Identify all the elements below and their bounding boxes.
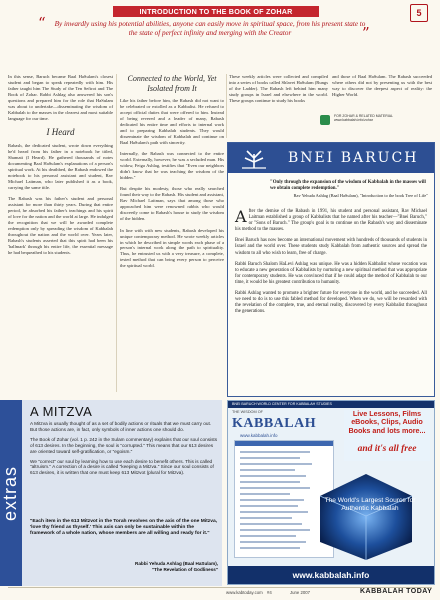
- ad-website-line: [240, 481, 300, 483]
- col3-paragraph: These weekly articles were collected and compiled into a series of books called Shlavei HaSulam (Rungs of the Ladder). The Rabash left behind him many study groups in Israel and elsewhere in the world. These groups continue to study his books: [229, 74, 328, 103]
- ad-logo-tagline: THE WISDOM OF: [232, 410, 264, 414]
- close-quote-mark: ”: [362, 24, 370, 42]
- ad-website-line: [240, 487, 310, 489]
- bnei-quote: "Only through the expansion of the wisdom of Kabbalah in the masses will we obtain complete redemption.": [270, 180, 426, 192]
- column-3: [229, 74, 328, 109]
- ad-largest-source: The World's Largest Source for Authentic Kabbalah: [324, 497, 416, 512]
- ad-logo-url[interactable]: www.kabbalah.info: [240, 433, 278, 438]
- page-number: 5: [410, 4, 428, 22]
- ad-website-titlebar: [235, 441, 333, 446]
- mitzva-body: [30, 421, 218, 480]
- ad-logo: KABBALAH: [232, 416, 317, 431]
- zohar-source-icon: [320, 115, 330, 125]
- ad-promo: Live Lessons, Films eBooks, Clips, Audio Books and lots more...: [344, 410, 430, 461]
- mitzva-paragraph: A Mitzva is usually thought of as a set of bodily actions or rituals that we must carry out. But those actions are, in fact, only symbols of inner actions one should do.: [30, 421, 212, 432]
- col1-paragraph: Rabash, the dedicated student, wrote down everything he'd heard from his father in a notebook he titled, Shamati (I Heard). He gathered thousands of notes documenting Baal HaSulam's explanations of a person's spiritual work. At his deathbed, the Rabash endowed the notebook to his personal assistant and student, Rav Michael Laitman, who later published it as a book, carrying the same title.: [8, 143, 113, 190]
- ad-website-line: [240, 529, 310, 531]
- col2-paragraph: Internally, the Rabash was connected to the entire world. Externally, however, he was a secluded man. His widow, Feiga Ashlag, testifies that "Even our neighbors didn't know that he was teaching the wisdom of the hidden.": [120, 151, 224, 180]
- ad-website-line: [240, 535, 296, 537]
- ad-website-line: [240, 541, 306, 543]
- ad-website-line: [240, 523, 302, 525]
- ad-website-line: [240, 517, 292, 519]
- drop-cap: A: [235, 207, 247, 226]
- glowing-cube-icon: [316, 470, 416, 562]
- col1-paragraph: The Rabash was his father's student and personal assistant for more than thirty years. During that entire period, he absorbed his father's teachings and his spirit of love for the nation and the world at large. He indulged the recognition that we will be awarded complete redemption only by spreading the wisdom of Kabbalah throughout the nation and the world over. Years later, Rabash's students asserted that this spirit had been his 'hallmark' through his entire life, the essential message he had bequeathed to his students.: [8, 196, 113, 255]
- bnei-paragraph: After the demise of the Rabash in 1991, his student and personal assistant, Rav Michael Laitman established a group of Kabbalists that he named after his teacher—"Bnei Baruch," or "Sons of Baruch." The group's goal is to continue on the Rabash's way and disseminate his method to the masses.: [235, 207, 427, 233]
- zohar-source: [334, 114, 434, 123]
- extras-side-label: extras: [0, 465, 21, 521]
- ad-top-strip: BNEI BARUCH WORLD CENTER FOR KABBALAH STUDIES: [228, 401, 434, 408]
- column-4: [332, 74, 432, 103]
- ad-promo-free: and it's all free: [357, 444, 417, 454]
- footer-url[interactable]: www.kabtoday.com: [226, 590, 263, 595]
- tree-logo-icon: [236, 146, 272, 170]
- ad-footer-url[interactable]: www.kabbalah.info: [228, 566, 434, 584]
- mitzva-paragraph: We "correct" our soul by learning how to use each desire to benefit others. This is called "altruism." A correction of a desire is called "keeping a Mitzva." Since our soul consists of 613 desires, it is written that one must keep 613 Mitzvot (plural for Mitzva).: [30, 458, 214, 476]
- bnei-paragraph: Bnei Baruch has now become an international movement with hundreds of thousands of students in Israel and the world over. These students study Kabbalah from authentic sources and spread the wisdom to all who wish to learn, free of charge.: [235, 238, 427, 256]
- ad-website-line: [240, 463, 312, 465]
- bnei-baruch-banner: [228, 143, 434, 173]
- column-rule: [116, 74, 117, 392]
- ad-website-line: [240, 469, 295, 471]
- heading-i-heard: I Heard: [46, 127, 75, 138]
- section-title: INTRODUCTION TO THE BOOK OF ZOHAR: [113, 6, 319, 17]
- col2-paragraph: In line with with new students, Rabash developed his unique contemporary method. He wrote weekly articles in which he described in simple words each phase of a person's internal work along the path to spirituality. Thus, he entrusted us with a very treasure, a complete, tested method that can bring every person to perceive the spiritual world.: [120, 227, 224, 269]
- column-rule: [226, 74, 227, 138]
- bnei-paragraph: Rabbi Ashlag wanted to promote a brighter future for everyone in the world, and he succeeded. All we need to do is to use this fabled method for developed. When we do, we will be rewarded with the revelation of the complete, true, and eternal reality, discovered by every Kabbalist throughout the generations.: [235, 291, 427, 315]
- ad-website-line: [240, 457, 300, 459]
- heading-connected: Connected to the World, Yet Isolated from It: [127, 74, 217, 93]
- mitzva-title: A MITZVA: [30, 404, 93, 419]
- ad-website-line: [240, 499, 304, 501]
- ad-website-line: [240, 493, 290, 495]
- col4-paragraph: and those of Baal HaSulam. The Rabash succeeded where others did not by presenting us with the best way to discover the deepest aspect of reality: the Higher World.: [332, 74, 432, 97]
- footer-issue: #4: [267, 590, 272, 595]
- col2-paragraph: But despite his modesty, those who really searched found their way to the Rabash. His student and assistant, Rav Michael Laitman, says that among those who approached him were renowned rabbis who would discreetly come to Rabash's house to study the wisdom of the hidden.: [120, 186, 224, 222]
- footer-date: June 2007: [290, 590, 311, 595]
- footer-magazine-name: KABBALAH TODAY: [360, 588, 433, 595]
- column-2: [120, 74, 224, 275]
- mitzva-quote: "Each item in the 613 Mitzvot in the Torah revolves on the axis of the one Mitzva, 'love thy friend as thyself.' This axis can only be sustainable within the framework of a whole nation, whose members are all willing and ready for it.": [30, 519, 218, 537]
- bnei-paragraph: Rabbi Baruch Shalom HaLevi Ashlag was unique. He was a hidden Kabbalist whose vocation was to educate a new generation of Kabbalists by nurturing a new spiritual method that was appropriate for contemporary students. He was convinced that if he could adapt the method of Kabbalah to our time, it would be his greatest contribution to humanity.: [235, 261, 427, 285]
- col1-paragraph: In this sense, Baruch became Baal HaSulam's closest student and began to speak repeatedly with him. His father taught him The Study of the Ten Sefirot and The Book of Zohar. Rabbi Ashlag also answered his son's questions and prepared him for the role that HaSulam was about to undertake—disseminating the wisdom of Kabbalah to the masses in the clearest and most suitable language for our time.: [8, 74, 113, 121]
- ad-website-line: [240, 451, 310, 453]
- bnei-quote-attribution: Rav Yehuda Ashlag (Baal HaSulam), "Introduction to the book Tree of Life": [293, 193, 428, 198]
- ad-website-line: [240, 505, 298, 507]
- column-1: [8, 74, 113, 261]
- open-quote-mark: “: [38, 14, 46, 32]
- ad-website-line: [240, 547, 300, 549]
- mitzva-paragraph: The Book of Zohar (vol. 1 p. 242 in the Sulam commentary) explains that our soul consists of 613 desires. In the beginning, the soul is "corrupted." This means that our 613 desires are oriented toward self-gratification, or "egoism.": [30, 436, 218, 454]
- ad-website-line: [240, 475, 306, 477]
- source-url[interactable]: www.kabbalah.info/zohar: [334, 118, 373, 123]
- mitzva-attribution: Rabbi Yehuda Ashlag (Baal HaSulam), "The Revelation of Godliness": [135, 561, 218, 572]
- header-quote: By inwardly using his potential abilities, anyone can easily move in spiritual space, from his present state to the state of perfect infinity and merging with the Creator: [54, 20, 366, 37]
- bnei-baruch-title: BNEI BARUCH: [288, 150, 419, 166]
- col2-paragraph: Like his father before him, the Rabash did not want to be celebrated or extolled as a Kabbalist. He refused to accept official duties that were offered to him. Instead of being revered and a leader of many, Rabash dedicated his entire time and efforts to internal work and to preparing Kabbalah students. They would disseminate the wisdom of Kabbalah and continue on Baal HaSulam's path with sincerity.: [120, 98, 224, 145]
- bnei-body: [235, 209, 427, 320]
- ad-website-line: [240, 511, 308, 513]
- source-label: FOR ZOHAR & RELATED MATERIAL: [334, 114, 393, 118]
